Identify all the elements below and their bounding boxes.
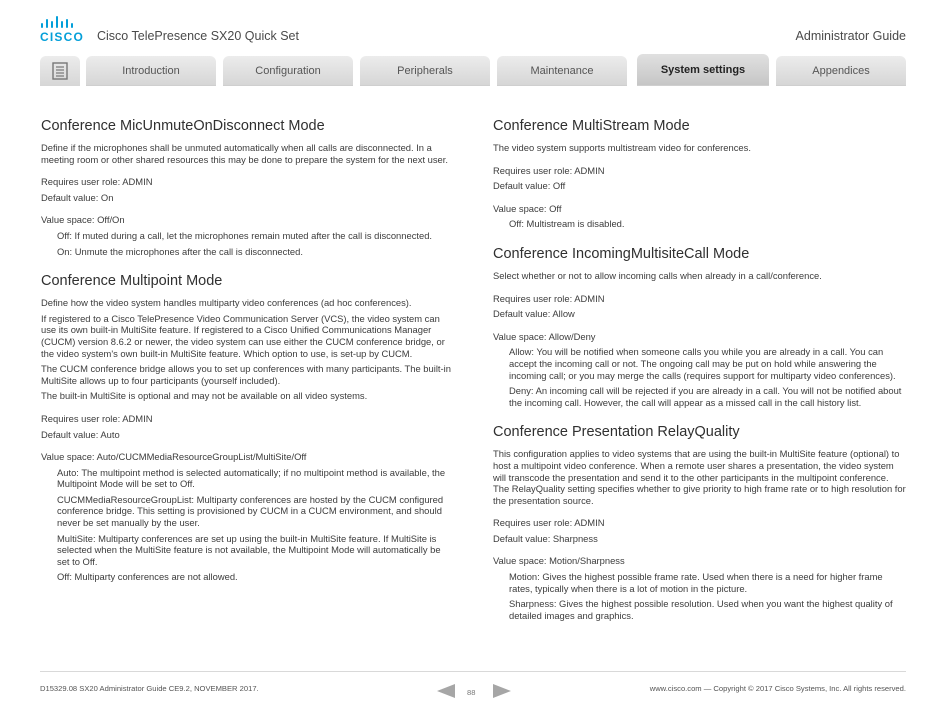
value-option: Motion: Gives the highest possible frame rate. Used when there is a need for higher frame rates, typically when there is a lot of motion in the picture. xyxy=(509,571,883,594)
section-mic-unmute xyxy=(41,118,453,257)
value-option: Deny: An incoming call will be rejected if you are already in a call. You will not be notified about the incoming call. However, the call will appear as a missed call in the call history list. xyxy=(509,385,902,408)
section-title: Conference IncomingMultisiteCall Mode xyxy=(493,245,750,262)
section-multistream-mode xyxy=(493,118,907,230)
table-of-contents-icon[interactable] xyxy=(40,56,80,86)
value-option: Off: Multiparty conferences are not allowed. xyxy=(57,571,238,583)
tab-configuration[interactable]: Configuration xyxy=(223,56,353,86)
default-value: Default value: Allow xyxy=(493,308,575,320)
value-space: Value space: Auto/CUCMMediaResourceGroupList/MultiSite/Off xyxy=(41,451,307,463)
required-role: Requires user role: ADMIN xyxy=(493,517,605,529)
paragraph: Define how the video system handles multiparty video conferences (ad hoc conferences). xyxy=(41,297,412,309)
required-role: Requires user role: ADMIN xyxy=(41,412,153,424)
required-role: Requires user role: ADMIN xyxy=(41,176,153,188)
previous-page-arrow-icon[interactable] xyxy=(437,684,455,698)
tab-system-settings[interactable]: System settings xyxy=(637,54,769,86)
section-title: Conference Multipoint Mode xyxy=(41,273,223,290)
section-description: The video system supports multistream video for conferences. xyxy=(493,142,751,153)
section-description: Select whether or not to allow incoming calls when already in a call/conference. xyxy=(493,269,822,281)
tab-introduction[interactable]: Introduction xyxy=(86,56,216,86)
paragraph: If registered to a Cisco TelePresence Video Communication Server (VCS), the video system can use its own built-in MultiSite feature. If registered to a Cisco Unified Communications Manager (CUCM) version 8.6.2 or newer, the video system can use either the CUCM conference bridge, or the video system's own built-in MultiSite feature. Which option to use, is set-up by CUCM. xyxy=(41,312,445,359)
guide-title: Administrator Guide xyxy=(795,29,906,43)
footer-copyright: www.cisco.com — Copyright © 2017 Cisco Systems, Inc. All rights reserved. xyxy=(649,684,906,693)
section-tab-bar xyxy=(40,56,906,86)
footer-document-id: D15329.08 SX20 Administrator Guide CE9.2, NOVEMBER 2017. xyxy=(40,684,259,693)
tab-peripherals[interactable]: Peripherals xyxy=(360,56,490,86)
default-value: Default value: Off xyxy=(493,180,566,192)
value-space: Value space: Off xyxy=(493,202,562,214)
section-title: Conference Presentation RelayQuality xyxy=(493,424,740,441)
required-role: Requires user role: ADMIN xyxy=(493,292,605,304)
default-value: Default value: Sharpness xyxy=(493,532,598,544)
value-space: Value space: Allow/Deny xyxy=(493,330,596,342)
section-multipoint-mode xyxy=(41,273,453,583)
value-option: Off: If muted during a call, let the microphones remain muted after the call is disconnected. xyxy=(57,229,433,241)
value-option: Off: Multistream is disabled. xyxy=(509,218,625,230)
value-option: Sharpness: Gives the highest possible resolution. Used when you want the highest quality of detailed images and graphics. xyxy=(509,598,893,621)
value-space: Value space: Off/On xyxy=(41,214,125,226)
section-title: Conference MicUnmuteOnDisconnect Mode xyxy=(41,118,325,134)
footer-divider xyxy=(40,671,906,672)
value-option: MultiSite: Multiparty conferences are set up using the built-in MultiSite feature. If MultiSite is selected when the MultiSite feature is not available, the Multipoint Mode will automatically be set to Off. xyxy=(57,532,441,567)
paragraph: The CUCM conference bridge allows you to set up conferences with many participants. The built-in MultiSite allows up to four participants (yourself included). xyxy=(41,363,451,386)
tab-appendices[interactable]: Appendices xyxy=(776,56,906,86)
default-value: Default value: On xyxy=(41,191,114,203)
value-option: Auto: The multipoint method is selected automatically; if no multipoint method is available, the Multipoint Mode will be set to Off. xyxy=(57,466,446,490)
section-title: Conference MultiStream Mode xyxy=(493,118,690,134)
next-page-arrow-icon[interactable] xyxy=(493,684,511,698)
page-number: 88 xyxy=(467,688,476,697)
tab-maintenance[interactable]: Maintenance xyxy=(497,56,627,86)
default-value: Default value: Auto xyxy=(41,428,120,440)
section-presentation-relay-quality xyxy=(493,424,907,621)
document-title: Cisco TelePresence SX20 Quick Set xyxy=(97,29,299,43)
section-description: Define if the microphones shall be unmuted automatically when all calls are disconnected. In a meeting room or other shared resources this may be done to prepare the system for the next user. xyxy=(41,142,448,165)
paragraph: The built-in MultiSite is optional and may not be available on all video systems. xyxy=(41,390,368,402)
right-column xyxy=(493,118,907,637)
left-column xyxy=(41,118,453,599)
section-description: This configuration applies to video systems that are using the built-in MultiSite feature (optional) to host a multipoint video conference. When a remote user shares a presentation, the video system will transcode the presentation and send it to the other participants in the multipoint conference. The RelayQuality setting specifies whether to give priority to high frame rate or to high resolution for the presentation source. xyxy=(493,448,906,506)
value-space: Value space: Motion/Sharpness xyxy=(493,555,625,567)
value-option: Allow: You will be notified when someone calls you while you are already in a call. You can accept the incoming call or not. The ongoing call may be put on hold while answering the incoming call; or you may merge the calls (requires support for multiparty video conferences). xyxy=(509,346,896,381)
logo-wordmark: CISCO xyxy=(40,30,85,44)
value-option: On: Unmute the microphones after the call is disconnected. xyxy=(57,245,303,257)
section-incoming-multisite-call xyxy=(493,246,907,408)
value-option: CUCMMediaResourceGroupList: Multiparty conferences are hosted by the CUCM configured conference bridge. This setting is provisioned by CUCM in a CUCM environment, and should never be set manually by the user. xyxy=(57,493,444,529)
required-role: Requires user role: ADMIN xyxy=(493,164,605,176)
